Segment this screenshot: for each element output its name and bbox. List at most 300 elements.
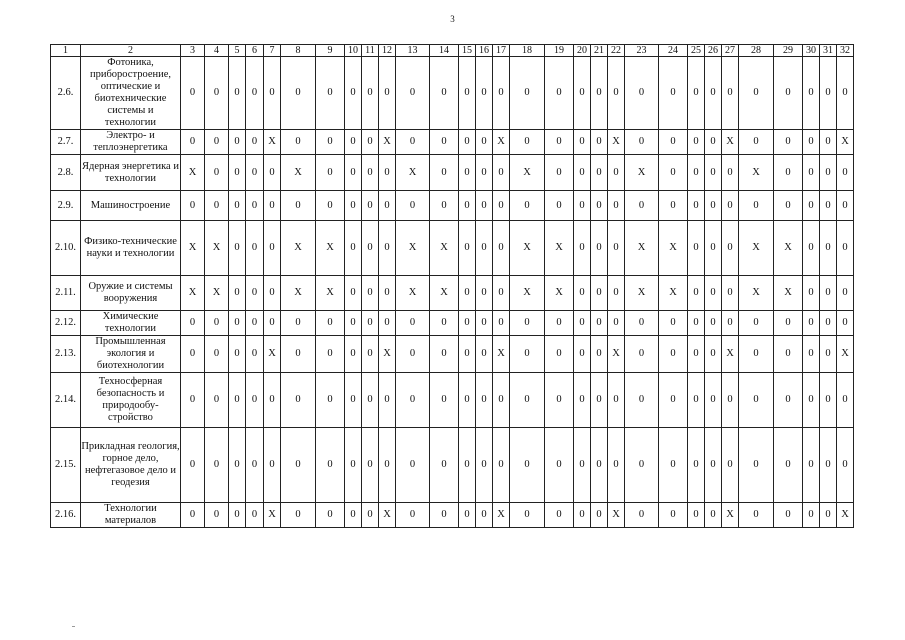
- cell-value: 0: [281, 191, 316, 221]
- cell-value: 0: [362, 276, 379, 311]
- cell-value: 0: [345, 155, 362, 191]
- cell-value: 0: [181, 57, 205, 130]
- cell-value: 0: [574, 57, 591, 130]
- table-row: [51, 503, 854, 528]
- cell-value: 0: [362, 336, 379, 373]
- cell-value: 0: [659, 155, 688, 191]
- cell-value: 0: [837, 373, 854, 428]
- cell-value: 0: [476, 191, 493, 221]
- cell-value: X: [510, 276, 545, 311]
- cell-value: X: [379, 336, 396, 373]
- cell-value: 0: [246, 276, 264, 311]
- cell-value: 0: [493, 276, 510, 311]
- cell-value: 0: [229, 311, 246, 336]
- cell-value: 0: [545, 191, 574, 221]
- cell-value: 0: [476, 503, 493, 528]
- cell-value: X: [659, 221, 688, 276]
- cell-value: 0: [608, 373, 625, 428]
- cell-value: 0: [205, 311, 229, 336]
- column-header: 28: [739, 45, 774, 57]
- cell-value: 0: [774, 503, 803, 528]
- cell-value: 0: [591, 373, 608, 428]
- cell-value: 0: [379, 428, 396, 503]
- cell-value: 0: [345, 221, 362, 276]
- cell-value: 0: [608, 276, 625, 311]
- cell-value: 0: [837, 428, 854, 503]
- cell-value: 0: [739, 130, 774, 155]
- cell-value: 0: [774, 57, 803, 130]
- cell-value: 0: [316, 428, 345, 503]
- cell-value: 0: [430, 336, 459, 373]
- cell-value: 0: [774, 130, 803, 155]
- cell-value: 0: [493, 155, 510, 191]
- cell-value: 0: [246, 57, 264, 130]
- cell-value: 0: [545, 311, 574, 336]
- cell-value: 0: [837, 311, 854, 336]
- cell-value: X: [430, 276, 459, 311]
- cell-value: 0: [659, 311, 688, 336]
- cell-value: 0: [181, 311, 205, 336]
- cell-value: 0: [625, 191, 659, 221]
- cell-value: 0: [820, 130, 837, 155]
- row-code: 2.14.: [51, 373, 81, 428]
- cell-value: 0: [820, 57, 837, 130]
- cell-value: 0: [205, 191, 229, 221]
- cell-value: 0: [722, 428, 739, 503]
- row-code: 2.13.: [51, 336, 81, 373]
- cell-value: 0: [659, 428, 688, 503]
- cell-value: 0: [803, 428, 820, 503]
- cell-value: X: [608, 503, 625, 528]
- cell-value: 0: [705, 503, 722, 528]
- cell-value: 0: [705, 311, 722, 336]
- cell-value: 0: [688, 57, 705, 130]
- cell-value: 0: [493, 57, 510, 130]
- cell-value: X: [510, 221, 545, 276]
- cell-value: 0: [688, 336, 705, 373]
- cell-value: 0: [837, 221, 854, 276]
- cell-value: 0: [205, 57, 229, 130]
- cell-value: 0: [459, 57, 476, 130]
- cell-value: 0: [396, 503, 430, 528]
- row-name: Технологии материалов: [81, 503, 181, 528]
- cell-value: 0: [281, 373, 316, 428]
- cell-value: 0: [493, 221, 510, 276]
- column-header: 9: [316, 45, 345, 57]
- cell-value: 0: [459, 191, 476, 221]
- cell-value: 0: [459, 336, 476, 373]
- cell-value: 0: [739, 57, 774, 130]
- row-code: 2.12.: [51, 311, 81, 336]
- column-header: 17: [493, 45, 510, 57]
- cell-value: 0: [246, 373, 264, 428]
- cell-value: X: [625, 155, 659, 191]
- cell-value: 0: [608, 57, 625, 130]
- cell-value: X: [316, 276, 345, 311]
- cell-value: 0: [205, 155, 229, 191]
- cell-value: X: [608, 130, 625, 155]
- cell-value: 0: [459, 428, 476, 503]
- column-header: 26: [705, 45, 722, 57]
- cell-value: X: [739, 276, 774, 311]
- cell-value: 0: [379, 221, 396, 276]
- cell-value: 0: [510, 57, 545, 130]
- cell-value: X: [722, 503, 739, 528]
- cell-value: 0: [316, 311, 345, 336]
- cell-value: 0: [820, 373, 837, 428]
- cell-value: X: [510, 155, 545, 191]
- cell-value: 0: [608, 155, 625, 191]
- cell-value: 0: [510, 130, 545, 155]
- cell-value: X: [396, 221, 430, 276]
- column-header: 23: [625, 45, 659, 57]
- cell-value: 0: [345, 428, 362, 503]
- cell-value: 0: [345, 373, 362, 428]
- cell-value: 0: [688, 221, 705, 276]
- cell-value: 0: [316, 130, 345, 155]
- cell-value: 0: [459, 373, 476, 428]
- cell-value: 0: [625, 373, 659, 428]
- column-header: 18: [510, 45, 545, 57]
- column-header: 4: [205, 45, 229, 57]
- cell-value: 0: [705, 57, 722, 130]
- cell-value: 0: [362, 191, 379, 221]
- cell-value: 0: [281, 130, 316, 155]
- cell-value: 0: [574, 373, 591, 428]
- column-header: 16: [476, 45, 493, 57]
- cell-value: 0: [379, 155, 396, 191]
- cell-value: 0: [545, 373, 574, 428]
- cell-value: 0: [493, 373, 510, 428]
- cell-value: 0: [510, 311, 545, 336]
- cell-value: 0: [362, 130, 379, 155]
- column-header: 31: [820, 45, 837, 57]
- cell-value: 0: [430, 428, 459, 503]
- cell-value: 0: [246, 130, 264, 155]
- row-name: Техносферная безопасность и природообу-стройство: [81, 373, 181, 428]
- cell-value: 0: [820, 276, 837, 311]
- row-code: 2.8.: [51, 155, 81, 191]
- cell-value: 0: [688, 155, 705, 191]
- cell-value: 0: [362, 311, 379, 336]
- cell-value: 0: [264, 373, 281, 428]
- cell-value: 0: [574, 155, 591, 191]
- cell-value: 0: [608, 191, 625, 221]
- table-row: [51, 336, 854, 373]
- column-header: 1: [51, 45, 81, 57]
- cell-value: 0: [476, 155, 493, 191]
- cell-value: 0: [722, 57, 739, 130]
- cell-value: 0: [476, 57, 493, 130]
- column-header: 8: [281, 45, 316, 57]
- cell-value: 0: [591, 336, 608, 373]
- cell-value: 0: [430, 155, 459, 191]
- cell-value: 0: [379, 191, 396, 221]
- cell-value: X: [379, 503, 396, 528]
- cell-value: 0: [430, 311, 459, 336]
- cell-value: 0: [493, 428, 510, 503]
- cell-value: 0: [739, 428, 774, 503]
- cell-value: 0: [659, 57, 688, 130]
- cell-value: 0: [510, 503, 545, 528]
- cell-value: 0: [574, 221, 591, 276]
- cell-value: 0: [591, 155, 608, 191]
- cell-value: 0: [591, 503, 608, 528]
- table-row: [51, 191, 854, 221]
- cell-value: 0: [476, 428, 493, 503]
- cell-value: 0: [705, 428, 722, 503]
- cell-value: 0: [205, 130, 229, 155]
- column-header: 5: [229, 45, 246, 57]
- cell-value: X: [625, 276, 659, 311]
- cell-value: 0: [379, 57, 396, 130]
- cell-value: X: [659, 276, 688, 311]
- cell-value: 0: [396, 428, 430, 503]
- cell-value: 0: [396, 373, 430, 428]
- cell-value: X: [264, 336, 281, 373]
- cell-value: 0: [430, 191, 459, 221]
- cell-value: X: [264, 130, 281, 155]
- cell-value: 0: [229, 276, 246, 311]
- cell-value: 0: [837, 191, 854, 221]
- cell-value: X: [281, 221, 316, 276]
- cell-value: 0: [476, 336, 493, 373]
- cell-value: 0: [774, 191, 803, 221]
- cell-value: 0: [659, 191, 688, 221]
- cell-value: 0: [608, 428, 625, 503]
- cell-value: 0: [264, 191, 281, 221]
- cell-value: 0: [181, 130, 205, 155]
- cell-value: 0: [803, 373, 820, 428]
- column-header: 21: [591, 45, 608, 57]
- cell-value: X: [264, 503, 281, 528]
- column-header: 24: [659, 45, 688, 57]
- cell-value: X: [205, 276, 229, 311]
- cell-value: 0: [820, 155, 837, 191]
- cell-value: 0: [316, 155, 345, 191]
- cell-value: 0: [181, 191, 205, 221]
- cell-value: 0: [591, 428, 608, 503]
- cell-value: 0: [264, 57, 281, 130]
- cell-value: 0: [625, 428, 659, 503]
- cell-value: 0: [345, 503, 362, 528]
- cell-value: 0: [229, 221, 246, 276]
- table-row: [51, 221, 854, 276]
- cell-value: 0: [316, 503, 345, 528]
- cell-value: 0: [379, 276, 396, 311]
- cell-value: 0: [396, 130, 430, 155]
- cell-value: 0: [688, 276, 705, 311]
- cell-value: 0: [345, 130, 362, 155]
- cell-value: 0: [659, 336, 688, 373]
- cell-value: 0: [229, 57, 246, 130]
- column-header: 14: [430, 45, 459, 57]
- cell-value: 0: [229, 428, 246, 503]
- cell-value: 0: [246, 428, 264, 503]
- column-header-row: [51, 45, 854, 57]
- cell-value: 0: [722, 221, 739, 276]
- cell-value: X: [281, 276, 316, 311]
- cell-value: X: [837, 336, 854, 373]
- cell-value: 0: [229, 503, 246, 528]
- cell-value: 0: [205, 428, 229, 503]
- cell-value: X: [739, 221, 774, 276]
- cell-value: 0: [803, 221, 820, 276]
- cell-value: 0: [820, 311, 837, 336]
- cell-value: 0: [396, 311, 430, 336]
- column-header: 30: [803, 45, 820, 57]
- cell-value: 0: [545, 336, 574, 373]
- cell-value: 0: [705, 191, 722, 221]
- cell-value: 0: [316, 373, 345, 428]
- cell-value: X: [493, 336, 510, 373]
- cell-value: X: [722, 130, 739, 155]
- column-header: 19: [545, 45, 574, 57]
- cell-value: 0: [229, 336, 246, 373]
- cell-value: 0: [625, 57, 659, 130]
- cell-value: 0: [574, 276, 591, 311]
- cell-value: X: [493, 130, 510, 155]
- cell-value: 0: [659, 373, 688, 428]
- cell-value: 0: [545, 503, 574, 528]
- cell-value: 0: [591, 191, 608, 221]
- row-code: 2.9.: [51, 191, 81, 221]
- row-code: 2.16.: [51, 503, 81, 528]
- cell-value: 0: [574, 428, 591, 503]
- cell-value: 0: [705, 373, 722, 428]
- cell-value: 0: [476, 221, 493, 276]
- cell-value: 0: [246, 336, 264, 373]
- cell-value: 0: [688, 503, 705, 528]
- cell-value: 0: [264, 428, 281, 503]
- cell-value: X: [281, 155, 316, 191]
- cell-value: 0: [459, 130, 476, 155]
- cell-value: 0: [181, 336, 205, 373]
- cell-value: X: [396, 155, 430, 191]
- cell-value: 0: [625, 503, 659, 528]
- cell-value: 0: [246, 503, 264, 528]
- cell-value: X: [837, 130, 854, 155]
- cell-value: 0: [362, 503, 379, 528]
- cell-value: 0: [246, 221, 264, 276]
- cell-value: 0: [493, 191, 510, 221]
- cell-value: 0: [181, 503, 205, 528]
- cell-value: 0: [591, 311, 608, 336]
- column-header: 22: [608, 45, 625, 57]
- cell-value: 0: [803, 155, 820, 191]
- cell-value: 0: [264, 155, 281, 191]
- cell-value: 0: [316, 191, 345, 221]
- cell-value: 0: [705, 221, 722, 276]
- cell-value: 0: [574, 130, 591, 155]
- cell-value: 0: [688, 311, 705, 336]
- cell-value: X: [205, 221, 229, 276]
- cell-value: 0: [820, 428, 837, 503]
- cell-value: X: [493, 503, 510, 528]
- cell-value: 0: [459, 311, 476, 336]
- column-header: 10: [345, 45, 362, 57]
- cell-value: 0: [722, 191, 739, 221]
- cell-value: 0: [820, 503, 837, 528]
- cell-value: 0: [837, 155, 854, 191]
- cell-value: 0: [837, 276, 854, 311]
- cell-value: 0: [459, 503, 476, 528]
- column-header: 29: [774, 45, 803, 57]
- cell-value: X: [774, 221, 803, 276]
- cell-value: X: [379, 130, 396, 155]
- page-number: 3: [450, 14, 455, 24]
- cell-value: 0: [722, 311, 739, 336]
- cell-value: 0: [608, 311, 625, 336]
- cell-value: 0: [264, 276, 281, 311]
- cell-value: 0: [803, 276, 820, 311]
- cell-value: X: [739, 155, 774, 191]
- cell-value: 0: [476, 373, 493, 428]
- cell-value: 0: [705, 155, 722, 191]
- table-row: [51, 130, 854, 155]
- cell-value: X: [837, 503, 854, 528]
- column-header: 27: [722, 45, 739, 57]
- cell-value: 0: [510, 428, 545, 503]
- cell-value: 0: [705, 336, 722, 373]
- cell-value: X: [396, 276, 430, 311]
- cell-value: 0: [264, 221, 281, 276]
- table-row: [51, 311, 854, 336]
- cell-value: 0: [281, 57, 316, 130]
- row-code: 2.6.: [51, 57, 81, 130]
- cell-value: 0: [281, 428, 316, 503]
- cell-value: 0: [837, 57, 854, 130]
- cell-value: 0: [229, 191, 246, 221]
- cell-value: 0: [229, 155, 246, 191]
- cell-value: 0: [476, 276, 493, 311]
- cell-value: 0: [722, 373, 739, 428]
- column-header: 2: [81, 45, 181, 57]
- cell-value: 0: [510, 373, 545, 428]
- cell-value: 0: [803, 336, 820, 373]
- cell-value: 0: [803, 130, 820, 155]
- column-header: 25: [688, 45, 705, 57]
- cell-value: 0: [205, 336, 229, 373]
- cell-value: 0: [739, 311, 774, 336]
- table-row: [51, 373, 854, 428]
- cell-value: 0: [820, 191, 837, 221]
- table-row: [51, 155, 854, 191]
- column-header: 15: [459, 45, 476, 57]
- cell-value: X: [625, 221, 659, 276]
- cell-value: 0: [345, 57, 362, 130]
- cell-value: 0: [574, 311, 591, 336]
- cell-value: 0: [803, 503, 820, 528]
- cell-value: 0: [229, 373, 246, 428]
- row-code: 2.10.: [51, 221, 81, 276]
- cell-value: 0: [688, 191, 705, 221]
- cell-value: X: [608, 336, 625, 373]
- cell-value: 0: [281, 336, 316, 373]
- cell-value: 0: [430, 373, 459, 428]
- cell-value: 0: [316, 336, 345, 373]
- cell-value: X: [545, 221, 574, 276]
- cell-value: 0: [205, 373, 229, 428]
- cell-value: X: [181, 276, 205, 311]
- cell-value: 0: [246, 191, 264, 221]
- cell-value: 0: [379, 311, 396, 336]
- cell-value: 0: [739, 503, 774, 528]
- cell-value: 0: [625, 130, 659, 155]
- specialty-matrix-table: [50, 44, 854, 528]
- column-header: 3: [181, 45, 205, 57]
- table-row: [51, 57, 854, 130]
